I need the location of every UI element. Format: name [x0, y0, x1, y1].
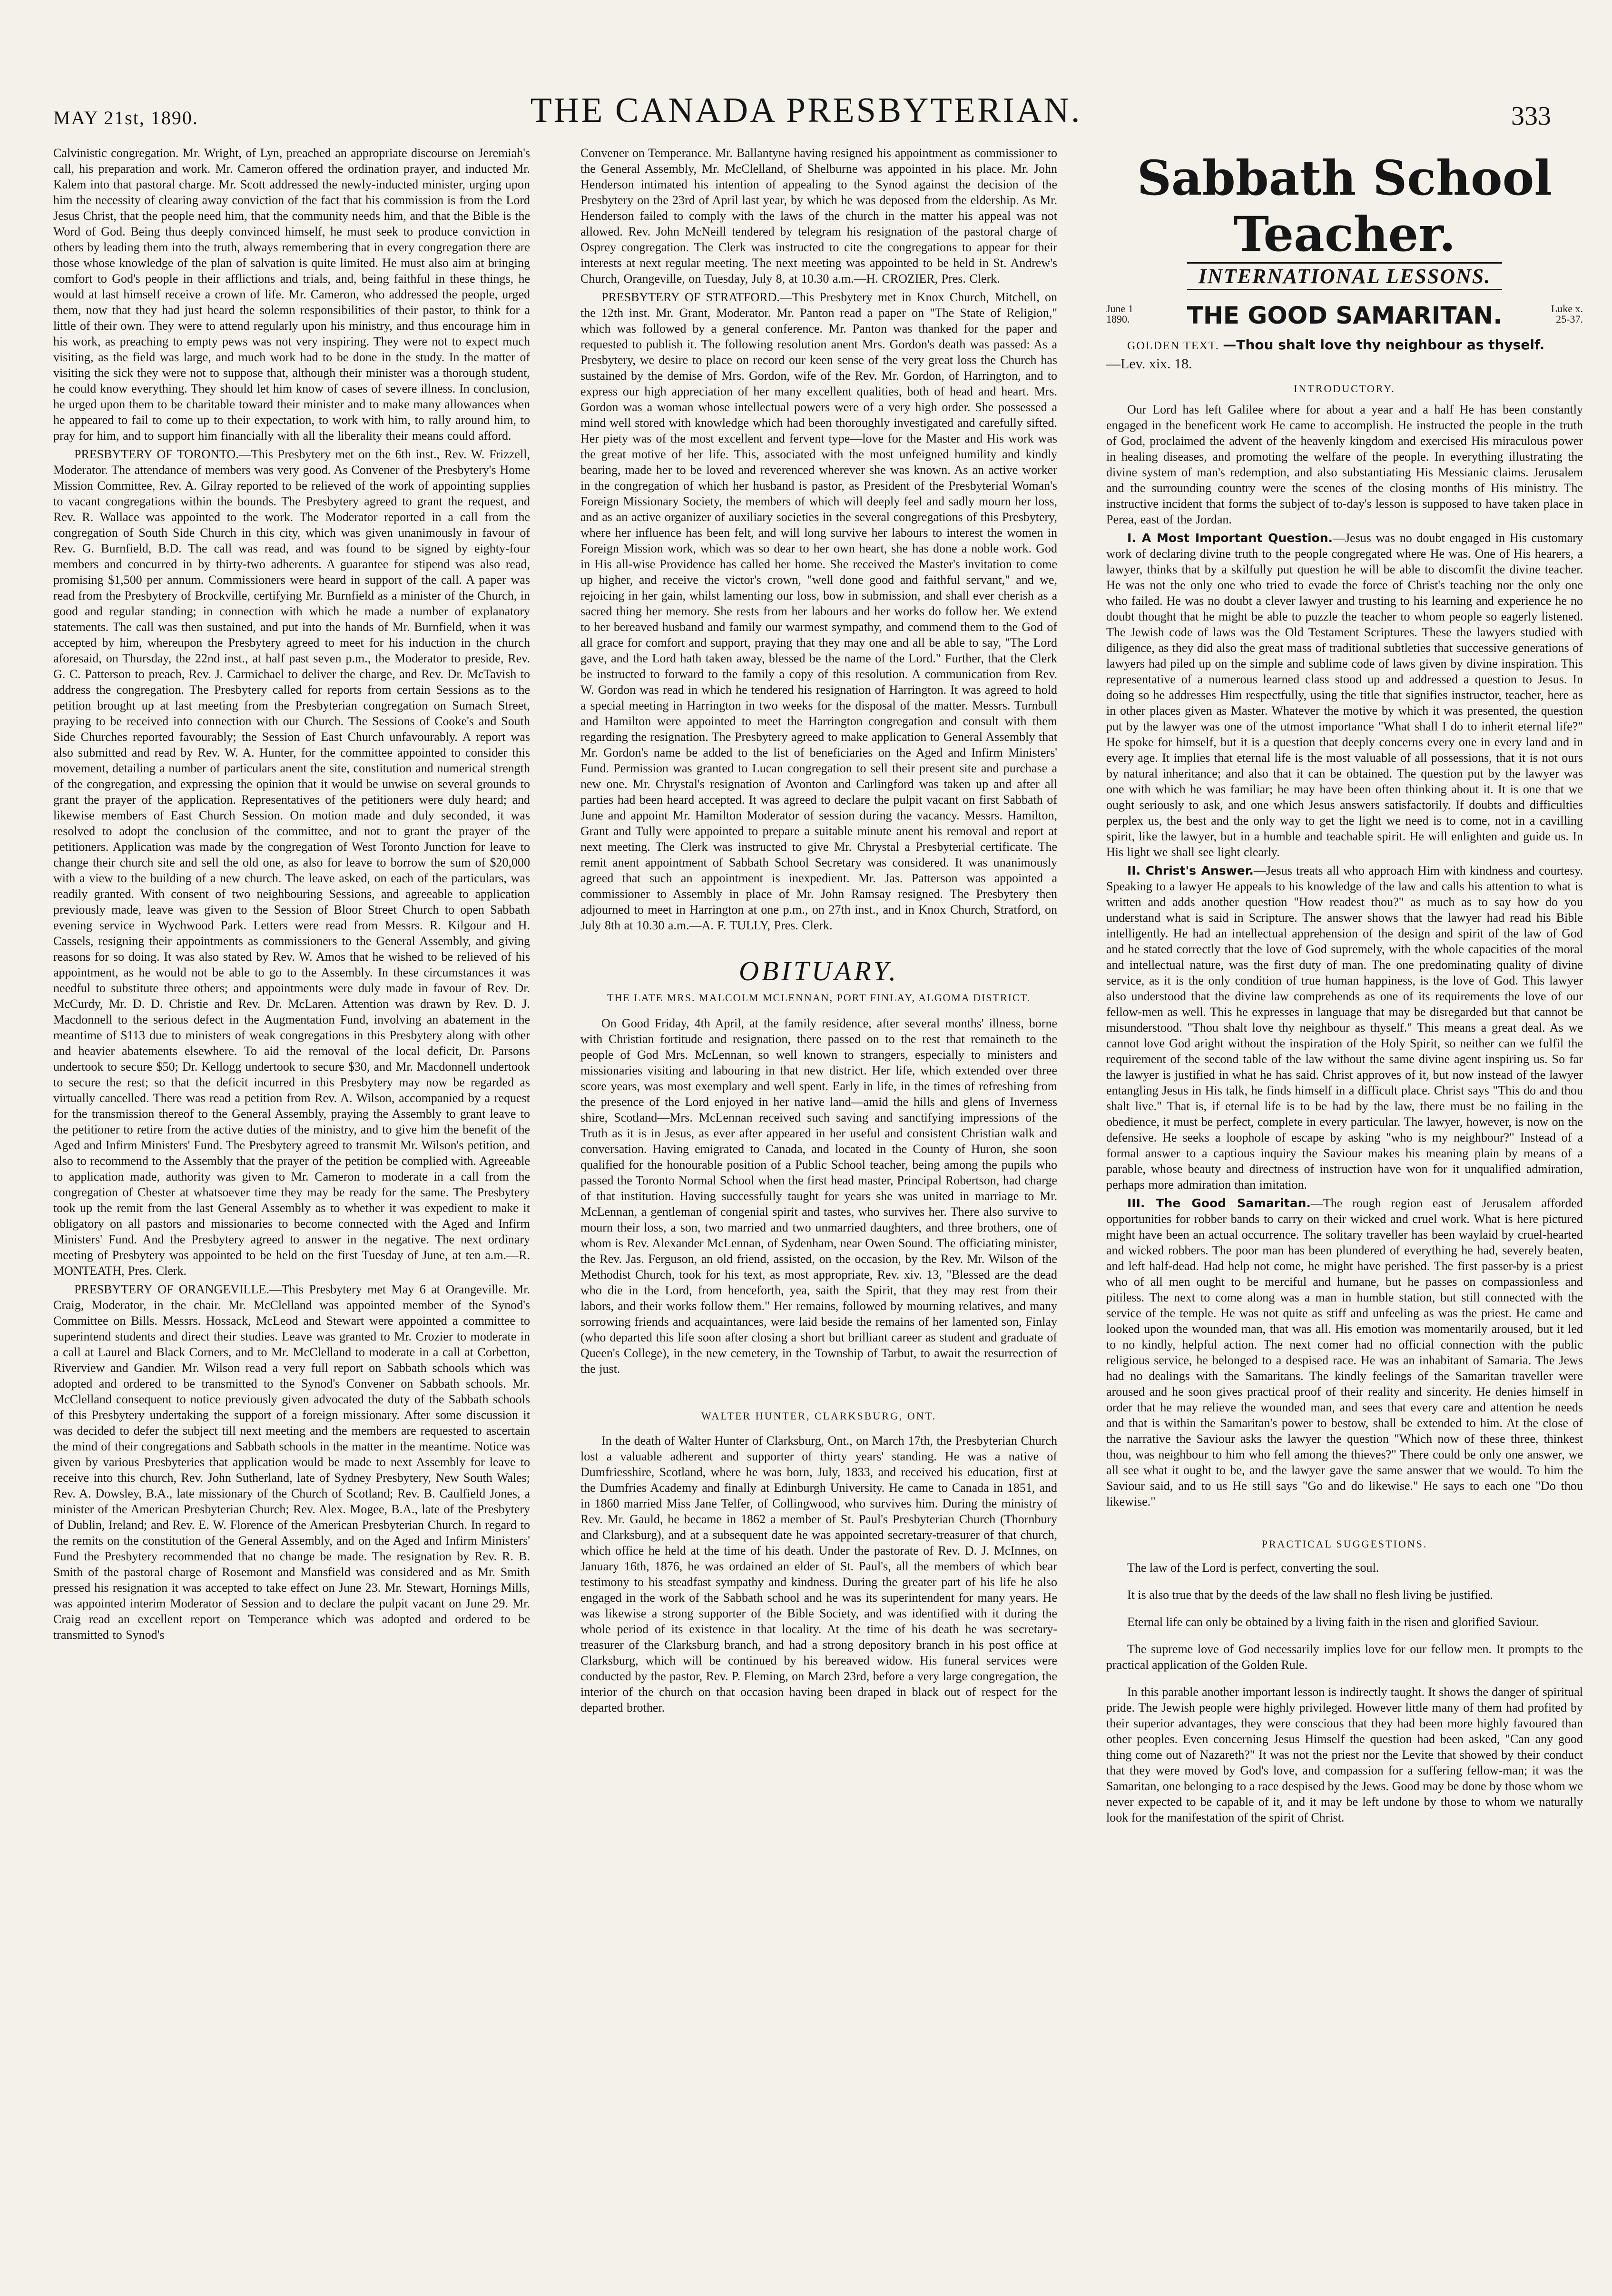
column-1: [53, 145, 530, 1646]
lesson-point-title: III. The Good Samaritan.: [1127, 1196, 1311, 1210]
practical-suggestions-heading: PRACTICAL SUGGESTIONS.: [1261, 1538, 1428, 1550]
article-paragraph: Calvinistic congregation. Mr. Wright, of Lyn, preached an appropriate discourse on Jeremiah's call, his preparation and work. Mr. Cameron offered the ordination prayer, and inducted Mr. Kalem into that pastoral charge. Mr. Scott addressed the newly-inducted minister, urging upon him the necessity of clearing away conviction of the fact that his commission is from the Lord Jesus Christ, that the people need him, that the community needs him, and that the Bible is the Word of God. Being thus deeply convinced himself, he must seek to produce conviction in others by leading them into the truth, always remembering that in every congregation there are those whose knowledge of the plan of salvation is quite limited. He must also aim at bringing comfort to God's people in their afflictions and trials, and, being faithful in these things, he would at last himself receive a crown of life. Mr. Cameron, who addressed the people, urged them, now that they had just heard the solemn responsibilities of their pastor, to think for a little of their own. They were to attend regularly upon his ministry, and thus encourage him in his work, as preaching to empty pews was not very inspiring. They were not to expect much visiting, as the field was large, and much work had to be done in the study. In the matter of visiting the sick they were not to suppose that, although their minister was a thorough student, he could know everything. They should let him know of cases of severe illness. In conclusion, he urged upon them to be charitable toward their minister and to make many allowances when he appeared to fail to come up to their expectation, to work with him, to rally around him, to pray for him, and to support him financially with all the liberality their means could afford.: [53, 146, 530, 443]
obituary-heading: [580, 955, 1057, 1005]
golden-text: [1106, 336, 1583, 373]
lesson-point: [1106, 530, 1583, 860]
suggestion: In this parable another important lesson is indirectly taught. It shows the danger of spiritual pride. The Jewish people were highly privileged. However little many of them had profited by their superior advantages, they were conscious that they had been more highly favoured than other peoples. Even concerning Jesus Himself the question had been asked, "Can any good thing come out of Nazareth?" It was not the priest nor the Levite that showed by their conduct that they were moved by God's love, and compassion for a suffering fellow-man; it was the Samaritan, one belonging to a race despised by the Jews. Good may be done by those whom we never expected to be capable of it, and it may be left undone by those to whom we naturally look for the manifestation of the spirit of Christ.: [1106, 1685, 1583, 1824]
lesson-point: [1106, 1195, 1583, 1509]
article-paragraph: Convener on Temperance. Mr. Ballantyne having resigned his appointment as commissioner to the General Assembly, Mr. McClelland, of Shelburne was appointed in his place. Mr. John Henderson intimated his intention of appealing to the Synod against the decision of the Presbytery on the 23rd of April last year, by which he was deposed from the eldership. As Mr. Henderson failed to comply with the laws of the church in the matter his appeal was not allowed. Rev. John McNeill tendered by telegram his resignation of the pastoral charge of Osprey congregation. The Clerk was instructed to cite the congregations to appear for their interests at next regular meeting. The next meeting was appointed to be held in St. Andrew's Church, Orangeville, on Tuesday, July 8, at 10.30 a.m.—H. CROZIER, Pres. Clerk.: [580, 146, 1057, 286]
obituary-mclennan: On Good Friday, 4th April, at the family residence, after several months' illness, borne with Christian fortitude and resignation, there passed on to the rest that remaineth to the people of God Mrs. McLennan, so well known to strangers, especially to ministers and missionaries visiting and labouring in that new district. Her life, which extended over three score years, was most exemplary and well spent. Early in life, in the times of refreshing from the presence of the Lord enjoyed in her native land—amid the hills and glens of Inverness shire, Scotland—Mrs. McLennan received such saving and sanctifying impressions of the Truth as it is in Jesus, as ever after appeared in her useful and consistent Christian walk and conversation. Having emigrated to Canada, and located in the County of Huron, she soon qualified for the honourable position of a Public School teacher, being among the pupils who passed the Toronto Normal School when the first head master, Principal Robertson, had charge of that institution. Having successfully taught for years she was united in marriage to Mr. McLennan, a gentleman of congenial spirit and tastes, who survives her. There also survive to mourn their loss, a son, two married and two unmarried daughters, and three brothers, one of whom is Rev. Alexander McLennan, of Sydenham, near Owen Sound. The officiating minister, the Rev. Jas. Ferguson, an old friend, assisted, on the occasion, by the Rev. Mr. Wilson of the Methodist Church, took for his text, as most appropriate, Rev. xiv. 13, "Blessed are the dead who die in the Lord, from henceforth, yea, saith the Spirit, that they may rest from their labors, and their works follow them." Her remains, followed by mourning relatives, and many sorrowing friends and acquaintances, were laid beside the remains of her lamented son, Finlay (who departed this life soon after closing a short but brilliant career as student and graduate of Queen's College), in the new cemetery, in the Township of Tarbut, to await the resurrection of the just.: [580, 1016, 1057, 1376]
obituary-subtitle: THE LATE MRS. MALCOLM MCLENNAN, PORT FINLAY, ALGOMA DISTRICT.: [607, 992, 1031, 1004]
lesson-point-title: II. Christ's Answer.: [1127, 864, 1254, 877]
lesson-header: [1106, 301, 1583, 334]
suggestion: Eternal life can only be obtained by a living faith in the risen and glorified Saviour.: [1127, 1615, 1539, 1629]
introductory-paragraph: Our Lord has left Galilee where for about a year and a half He has been constantly engaged in the beneficent work He came to accomplish. He instructed the people in the truth of God, proclaimed the advent of the heavenly kingdom and exercised His miraculous power in healing diseases, and promoting the welfare of the people. In everything illustrating the divine system of man's redemption, and also substantiating His Messianic claims. Jerusalem and the surrounding country were the scenes of the closing months of His ministry. The instructive incident that forms the subject of to-day's lesson is supposed to have taken place in Perea, east of the Jordan.: [1106, 403, 1583, 526]
page-number: 333: [1511, 101, 1551, 131]
section-subhead: [1106, 264, 1583, 288]
subhead-text: INTERNATIONAL LESSONS.: [1187, 262, 1503, 290]
section-masthead: Sabbath School Teacher.: [1137, 150, 1553, 262]
column-2: [580, 145, 1057, 1718]
lesson-ref-line: Luke x.: [1551, 303, 1583, 315]
lesson-title: THE GOOD SAMARITAN.: [1187, 302, 1503, 329]
golden-text-label: GOLDEN TEXT.: [1127, 340, 1219, 352]
golden-text-body: —Thou shalt love thy neighbour as thyself.: [1223, 337, 1545, 353]
newspaper-title: THE CANADA PRESBYTERIAN.: [530, 91, 1082, 130]
obituary-hunter-title: WALTER HUNTER, CLARKSBURG, ONT.: [701, 1410, 936, 1422]
column-3: [1106, 145, 1583, 1837]
suggestion: The law of the Lord is perfect, converting the soul.: [1127, 1561, 1379, 1575]
golden-text-reference: —Lev. xix. 18.: [1106, 356, 1192, 372]
lesson-point-title: I. A Most Important Question.: [1127, 531, 1333, 545]
running-head: [0, 90, 1612, 133]
lesson-point-text: —Jesus was no doubt engaged in His customary work of declaring divine truth to the people congregated where He was. One of His hearers, a lawyer, thinks that by a skilfully put question he will be able to discomfit the divine teacher. He was not the only one who tried to evade the force of Christ's teaching nor the only one who failed. He was no doubt a clever lawyer and trusting to his learning and experience he no doubt thought that he might be able to puzzle the teacher to whom people so eagerly listened. The Jewish code of laws was the Old Testament Scriptures. These the lawyers studied with diligence, as they did also the great mass of traditional subtleties that successive generations of lawyers had piled up on the simple and sublime code of laws given by divine inspiration. This representative of a numerous learned class stood up and addressed a question to Jesus. In doing so he addresses Him respectfully, using the title that signifies instructor, teacher, here as in other places given as Master. Whatever the motive by which it was presented, the question put by the lawyer was one of the utmost importance "What shall I do to inherit eternal life?" He spoke for himself, but it is a question that deeply concerns every one in every land and in every age. It implies that eternal life is the most valuable of all possessions, that it is not ours by natural inheritance; and also that it can be obtained. The question put by the lawyer was one with which he was familiar; he may have been often thinking about it. It is one that we ought seriously to ask, and one which Jesus answers satisfactorily. If doubts and difficulties perplex us, the best and the only way to get the light we need is to come, not in a cavilling spirit, like the lawyer, but in a humble and teachable spirit. He will enlighten and guide us. In His light we shall see light clearly.: [1106, 531, 1583, 859]
obituary-hunter: In the death of Walter Hunter of Clarksburg, Ont., on March 17th, the Presbyterian Church lost a valuable adherent and supporter of thirty years' standing. He was a native of Dumfriesshire, Scotland, where he was born, July, 1833, and received his education, first at the Dumfries Academy and finally at Edinburgh University. He came to Canada in 1851, and in 1860 married Miss Jane Telfer, of Collingwood, who survives him. During the ministry of Rev. Mr. Gauld, he became in 1862 a member of St. Paul's Presbyterian Church (Thornbury and Clarksburg), and at a subsequent date he was appointed secretary-treasurer of that church, which office he held at the time of his death. Under the pastorate of Rev. D. J. McInnes, on January 16th, 1876, he was ordained an elder of St. Paul's, all the members of which bear testimony to his steadfast sympathy and kindness. During the greater part of his life he also engaged in the work of the Sabbath school and he was its superintendent for many years. He was likewise a strong supporter of the Bible Society, and was identified with it during the whole period of its existence in that locality. At the time of his death he was secretary-treasurer of the Clarksburg branch, and had a strong depository branch in his post office at Clarksburg, which will be continued by his bereaved widow. His funeral services were conducted by the pastor, Rev. P. Fleming, on March 23rd, before a very large congregation, the interior of the church on that occasion having been draped in black out of respect for the departed brother.: [580, 1434, 1057, 1715]
lesson-reference: [1551, 304, 1583, 325]
obituary-title: OBITUARY.: [738, 956, 899, 986]
presbytery-stratford-report: PRESBYTERY OF STRATFORD.—This Presbytery met in Knox Church, Mitchell, on the 12th inst. Mr. Grant, Moderator. Mr. Panton read a paper on "The State of Religion," which was followed by a general conference. Mr. Panton was thanked for the paper and requested to publish it. The following resolution anent Mrs. Gordon's death was passed: As a Presbytery, we desire to place on record our keen sense of the very great loss the Church has sustained by the demise of Mrs. Gordon, wife of the Rev. Mr. Gordon, of Harrington, and to express our high appreciation of her many excellent qualities, both of head and heart. Mrs. Gordon was a woman whose intellectual powers were of a very high order. She possessed a mind well stored with knowledge which had been thoroughly investigated and carefully sifted. Her piety was of the most excellent and fervent type—love for the Master and His work was the great motive of her life. This, associated with the most unfeigned humility and kindly bearing, made her to be loved and reverenced wherever she was known. As an active worker in the congregation of which her husband is pastor, as President of the Presbyterial Woman's Foreign Missionary Society, the members of which will deeply feel and sadly mourn her loss, and as an active organizer of auxiliary societies in the several congregations of this Presbytery, where her influence has been felt, and will long survive her labours to interest the women in Foreign Mission work, which was so dear to her own heart, she has done a noble work. God in His all-wise Providence has called her home. She received the Master's invitation to come up higher, and receive the victor's crown, "well done good and faithful servant," and we, rejoicing in her gain, whilst lamenting our loss, bow in submission, and shall ever cherish as a sacred thing her memory. She rests from her labours and her works do follow her. We extend to her bereaved husband and family our warmest sympathy, and commend them to the God of all grace for comfort and support, praying that they may one and all be able to say, "The Lord gave, and the Lord hath taken away, blessed be the name of the Lord." Further, that the Clerk be instructed to forward to the family a copy of this resolution. A communication from Rev. W. Gordon was read in which he tendered his resignation of Harrington. It was agreed to hold a special meeting in Harrington in two weeks for the disposal of the matter. Messrs. Turnbull and Hamilton were appointed to meet the Harrington congregation and consult with them regarding the resignation. The Presbytery agreed to make application to General Assembly that Mr. Gordon's name be added to the list of beneficiaries on the Aged and Infirm Ministers' Fund. Permission was granted to Lucan congregation to sell their present site and purchase a new one. Mr. Chrystal's resignation of Avonton and Carlingford was taken up and after all parties had been heard accepted. It was agreed to declare the pulpit vacant on first Sabbath of June and appoint Mr. Hamilton Moderator of session during the vacancy. Messrs. Hamilton, Grant and Tully were appointed to prepare a suitable minute anent his removal and report at next meeting. The Clerk was instructed to give Mr. Chrystal a Presbyterial certificate. The remit anent appointment of Sabbath School Secretary was considered. It was unanimously agreed that such an appointment is inexpedient. Mr. Jas. Patterson was appointed a commissioner to Assembly in place of Mr. John Ramsay resigned. The Presbytery then adjourned to meet in Harrington at one p.m., on 27th inst., and in Knox Church, Stratford, on July 8th at 10.30 a.m.—A. F. TULLY, Pres. Clerk.: [580, 290, 1057, 932]
suggestion: It is also true that by the deeds of the law shall no flesh living be justified.: [1127, 1588, 1494, 1602]
issue-date: MAY 21st, 1890.: [53, 107, 198, 128]
lesson-date-line: 1890.: [1106, 313, 1130, 325]
presbytery-toronto-report: PRESBYTERY OF TORONTO.—This Presbytery met on the 6th inst., Rev. W. Frizzell, Moderator. The attendance of members was very good. As Convener of the Presbytery's Home Mission Committee, Rev. A. Gilray reported to be relieved of the work of appointing supplies to vacant congregations within the bounds. The Presbytery agreed to grant the request, and Rev. R. Wallace was appointed to the work. The Moderator reported in a call from the congregation of South Side Church in this city, which was given unanimously in favour of Rev. G. Burnfield, B.D. The call was read, and was found to be signed by eighty-four members and concurred in by thirty-two adherents. A guarantee for stipend was also read, promising $1,500 per annum. Commissioners were heard in support of the call. A paper was read from the Presbytery of Brockville, certifying Mr. Burnfield as a minister of the Church, in good and regular standing; in connection with which he made a number of explanatory statements. The call was then sustained, and put into the hands of Mr. Burnfield, when it was accepted by him, whereupon the Presbytery agreed to meet for his induction in the church aforesaid, on Thursday, the 22nd inst., at half past seven p.m., the Moderator to preside, Rev. G. C. Patterson to preach, Rev. J. Carmichael to deliver the charge, and Rev. Dr. McTavish to address the congregation. The Presbytery called for reports from certain Sessions as to the petition brought up at last meeting from the Presbyterian congregation on Sumach Street, praying to be received into connection with our Church. The Sessions of Cooke's and South Side Churches reported favourably; the Session of East Church unfavourably. A report was also submitted and read by Rev. W. A. Hunter, for the committee appointed to consider this movement, detailing a number of particulars anent the site, constitution and numerical strength of the congregation, and expressing the opinion that it would be unwise on several grounds to grant the prayer of the application. Representatives of the petitioners were duly heard; and likewise members of East Church Session. On motion made and duly seconded, it was resolved to adopt the conclusion of the committee, and not to grant the prayer of the petitioners. Application was made by the congregation of West Toronto Junction for leave to change their church site and sell the old one, as also for leave to borrow the sum of $20,000 with a view to the building of a new church. The leave asked, on each of the particulars, was readily granted. With consent of two neighbouring Sessions, and agreeable to application previously made, leave was given to the Session of Bloor Street Church to open Sabbath evening service in Wychwood Park. Letters were read from Messrs. R. Kilgour and H. Cassels, resigning their appointments as commissioners to the General Assembly, and giving reasons for so doing. It was also stated by Rev. W. Amos that he wished to be relieved of his appointment, as he would not be able to go to the Assembly. In these circumstances it was needful to substitute three others; and appointments were duly made in favour of Rev. Dr. McCurdy, Mr. D. D. Christie and Rev. Dr. McLaren. Attention was drawn by Rev. D. J. Macdonnell to the serious defect in the Augmentation Fund, involving an abatement in the meantime of $113 due to ministers of weak congregations in this Presbytery along with other and heavier abatements elsewhere. To aid the removal of the local deficit, Dr. Parsons undertook to secure $50; Dr. Kellogg undertook to secure $30, and Mr. Macdonnell undertook to secure the rest; so that the deficit incurred in this Presbytery may now be regarded as virtually cancelled. There was read a petition from Rev. A. Wilson, accompanied by a request for the transmission thereof to the General Assembly, praying the Assembly to grant leave to the petitioner to retire from the active duties of the ministry, and to give him the benefit of the Aged and Infirm Ministers' Fund. The Presbytery agreed to transmit Mr. Wilson's petition, and also to recommend to the Assembly that the prayer of the petition be complied with. Agreeable to application made, authority was given to Mr. Cameron to moderate in a call from the congregation of Chester at whatsoever time they may be ready for the same. The Presbytery took up the remit from the last General Assembly as to whether it was expedient to make it obligatory on all pastors and missionaries to become connected with the Aged and Infirm Ministers' Fund. And the Presbytery agreed to answer in the negative. The next ordinary meeting of Presbytery was appointed to be held on the first Tuesday of June, at ten a.m.—R. MONTEATH, Pres. Clerk.: [53, 447, 530, 1278]
presbytery-orangeville-report: PRESBYTERY OF ORANGEVILLE.—This Presbytery met May 6 at Orangeville. Mr. Craig, Moderator, in the chair. Mr. McClelland was appointed member of the Synod's Committee on Bills. Messrs. Hossack, McLeod and Stewart were appointed a committee to superintend students and direct their studies. Leave was granted to Mr. Crozier to moderate in a call at Laurel and Black Corners, and to Mr. McClelland to moderate in a call at Corbetton, Riverview and Gandier. Mr. Wilson read a very full report on Sabbath schools which was adopted and ordered to be transmitted to the Synod's Convener on Sabbath schools. Mr. McClelland consequent to notice previously given advocated the duty of the Sabbath schools of this Presbytery undertaking the support of a foreign missionary. After some discussion it was decided to defer the subject till next meeting and the members are requested to ascertain the mind of their congregations and Sabbath schools in the matter in the meantime. Notice was given by various Presbyteries that application would be made to next Assembly for leave to receive into this church, Rev. John Sutherland, late of Sydney Presbytery, New South Wales; Rev. A. Dowsley, B.A., late missionary of the Church of Scotland; Rev. B. Caulfield Jones, a minister of the American Presbyterian Church; Rev. Alex. Mogee, B.A., late of the Presbytery of Dublin, Ireland; and Rev. E. W. Florence of the American Presbyterian Church. In regard to the remits on the constitution of the General Assembly, and on the Aged and Infirm Ministers' Fund the Presbytery recommended that no change be made. The resignation by Rev. R. B. Smith of the pastoral charge of Rosemont and Mansfield was considered and as Mr. Smith pressed his resignation it was accepted to take effect on June 23. Mr. Stewart, Hornings Mills, was appointed interim Moderator of Session and to declare the pulpit vacant on June 29. Mr. Craig read an excellent report on Temperance which was adopted and ordered to be transmitted to Synod's: [53, 1282, 530, 1642]
lesson-ref-line: 25-37.: [1556, 313, 1583, 325]
lesson-point-text: —The rough region east of Jerusalem afforded opportunities for robber bands to carry on their wicked and cruel work. What is here pictured might have been an actual occurrence. The solitary traveller has been waylaid by cruel-hearted and wicked robbers. The poor man has been plundered of everything he had, severely beaten, and left half-dead. Had help not come, he might have perished. The first passer-by is a priest who of all men ought to be merciful and humane, but he passes on compassionless and pitiless. The next to come along was a man in humble station, but still connected with the service of the temple. He was not quite as stiff and unfeeling as was the priest. He came and looked upon the wounded man, that was all. His emotion was momentarily aroused, but it led to no kindly, helpful action. The next comer had no official connection with the public religious service, he belonged to a despised race. He was an inhabitant of Samaria. The Jews had no dealings with the Samaritans. The kindly feelings of the Samaritan traveller were aroused and he soon gives practical proof of their reality and sincerity. He denies himself in order that he may relieve the wounded man, and sees that every care and attention he needs and that is within the Samaritan's power to bestow, shall be extended to him. At the close of the narrative the Saviour asks the lawyer the question "Which now of these three, thinkest thou, was neighbour to him who fell among the thieves?" There could be only one answer, we all see what it ought to be, and the lawyer gave the same answer that we would. To him the Saviour said, and to us He still says "Go and do likewise." He says to each one "Do thou likewise.": [1106, 1196, 1583, 1508]
suggestion: The supreme love of God necessarily implies love for our fellow men. It prompts to the practical application of the Golden Rule.: [1106, 1642, 1583, 1672]
lesson-point: [1106, 863, 1583, 1192]
lesson-point-text: —Jesus treats all who approach Him with kindness and courtesy. Speaking to a lawyer He appeals to his knowledge of the law and calls his attention to what is written and adds another question "How readest thou?" as much as to say how do you understand what is said in Scripture. The answer shows that the lawyer had read his Bible intelligently. He had an intellectual apprehension of the design and spirit of the law of God and he stated correctly that the love of God supremely, with the whole capacities of the moral and intellectual nature, was the first duty of man. The one predominating quality of divine service, as it is the only condition of true human happiness, is the love of God. This lawyer also understood that the divine law comprehends as one of its requirements the love of our fellow-men as well. This he expresses in language that may be disregarded but that cannot be misunderstood. "Thou shalt love thy neighbour as thyself." This means a great deal. As we cannot love God aright without the inspiration of the Holy Spirit, so neither can we fulfil the requirement of the second table of the law without the same divine agent inspiring us. So far the lawyer is justified in what he has said. Christ approves of it, but now instead of the lawyer entangling Jesus in His talk, he finds himself in a difficult place. Christ says "This do and thou shalt live." That is, if eternal life is to be had by the law, there must be no failing in the obedience, it must be perfect, complete in every particular. The lawyer, however, is now on the defensive. He seeks a loophole of escape by asking "who is my neighbour?" Instead of a formal answer to a captious inquiry the Saviour makes his meaning plain by means of a parable, whose beauty and directness of instruction have won for it unqualified admiration, perhaps more admiration than imitation.: [1106, 864, 1583, 1192]
introductory-heading: INTRODUCTORY.: [1294, 383, 1396, 394]
lesson-date-line: June 1: [1106, 303, 1133, 315]
